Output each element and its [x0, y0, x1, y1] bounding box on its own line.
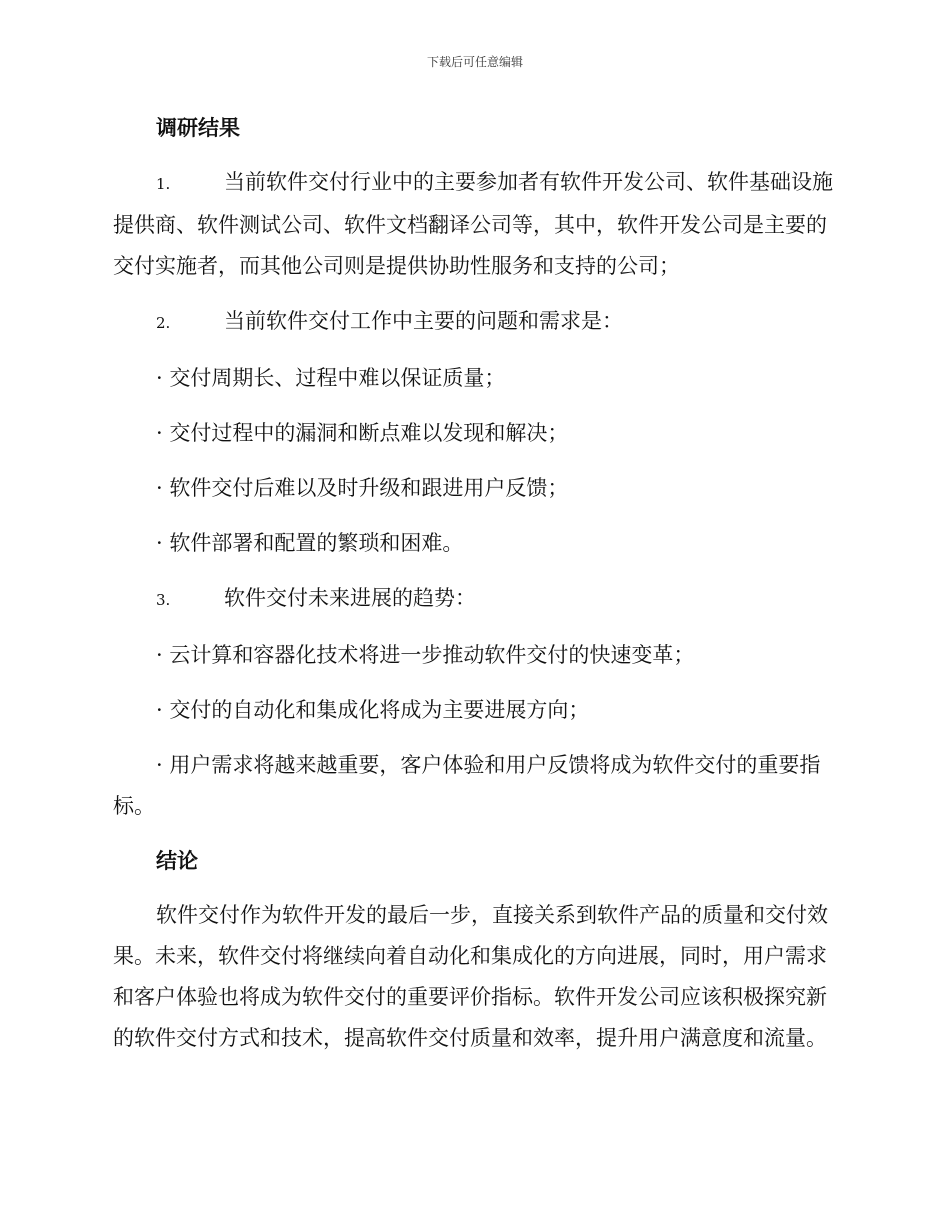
item-number: 2. — [156, 314, 171, 332]
spacer — [113, 399, 833, 413]
item-number: 3. — [156, 591, 171, 609]
spacer — [113, 344, 833, 358]
spacer — [113, 564, 833, 578]
page-header: 下载后可任意编辑 — [426, 55, 523, 69]
numbered-item-3 — [113, 578, 833, 621]
section-heading-results: 调研结果 — [156, 115, 240, 140]
bullet-item: · 云计算和容器化技术将进一步推动软件交付的快速变革； — [156, 643, 695, 667]
bullet-item: · 交付的自动化和集成化将成为主要进展方向； — [156, 698, 590, 722]
conclusion-paragraph: 软件交付作为软件开发的最后一步，直接关系到软件产品的质量和交付效果。未来，软件交付将继续向着自动化和集成化的方向进展，同时，用户需求和客户体验也将成为软件交付的重要评价指标。软件开发公司应该积极探究新的软件交付方式和技术，提高软件交付质量和效率，提升用户满意度和流量。 — [113, 903, 828, 1050]
bullet-item: · 用户需求将越来越重要，客户体验和用户反馈将成为软件交付的重要指标。 — [113, 753, 821, 818]
item-text: 软件交付未来进展的趋势： — [224, 586, 476, 610]
spacer — [113, 509, 833, 523]
numbered-item-2 — [113, 301, 833, 344]
spacer — [113, 148, 833, 162]
spacer — [113, 731, 833, 745]
spacer — [113, 621, 833, 635]
item-text: 当前软件交付工作中主要的问题和需求是： — [224, 309, 623, 333]
bullet-item: · 交付周期长、过程中难以保证质量； — [156, 366, 506, 390]
item-text: 当前软件交付行业中的主要参加者有软件开发公司、软件基础设施提供商、软件测试公司、软件文档翻译公司等，其中，软件开发公司是主要的交付实施者，而其他公司则是提供协助性服务和支持的公司； — [113, 170, 833, 278]
bullet-item: · 软件部署和配置的繁琐和困难。 — [156, 531, 464, 555]
numbered-item-1 — [113, 162, 833, 287]
spacer — [113, 676, 833, 690]
item-number: 1. — [156, 175, 171, 193]
document-body — [113, 108, 833, 1059]
spacer — [113, 881, 833, 895]
bullet-item: · 软件交付后难以及时升级和跟进用户反馈； — [156, 476, 569, 500]
spacer — [113, 454, 833, 468]
spacer — [113, 827, 833, 841]
spacer — [113, 287, 833, 301]
section-heading-conclusion: 结论 — [156, 848, 198, 873]
bullet-item: · 交付过程中的漏洞和断点难以发现和解决； — [156, 421, 569, 445]
